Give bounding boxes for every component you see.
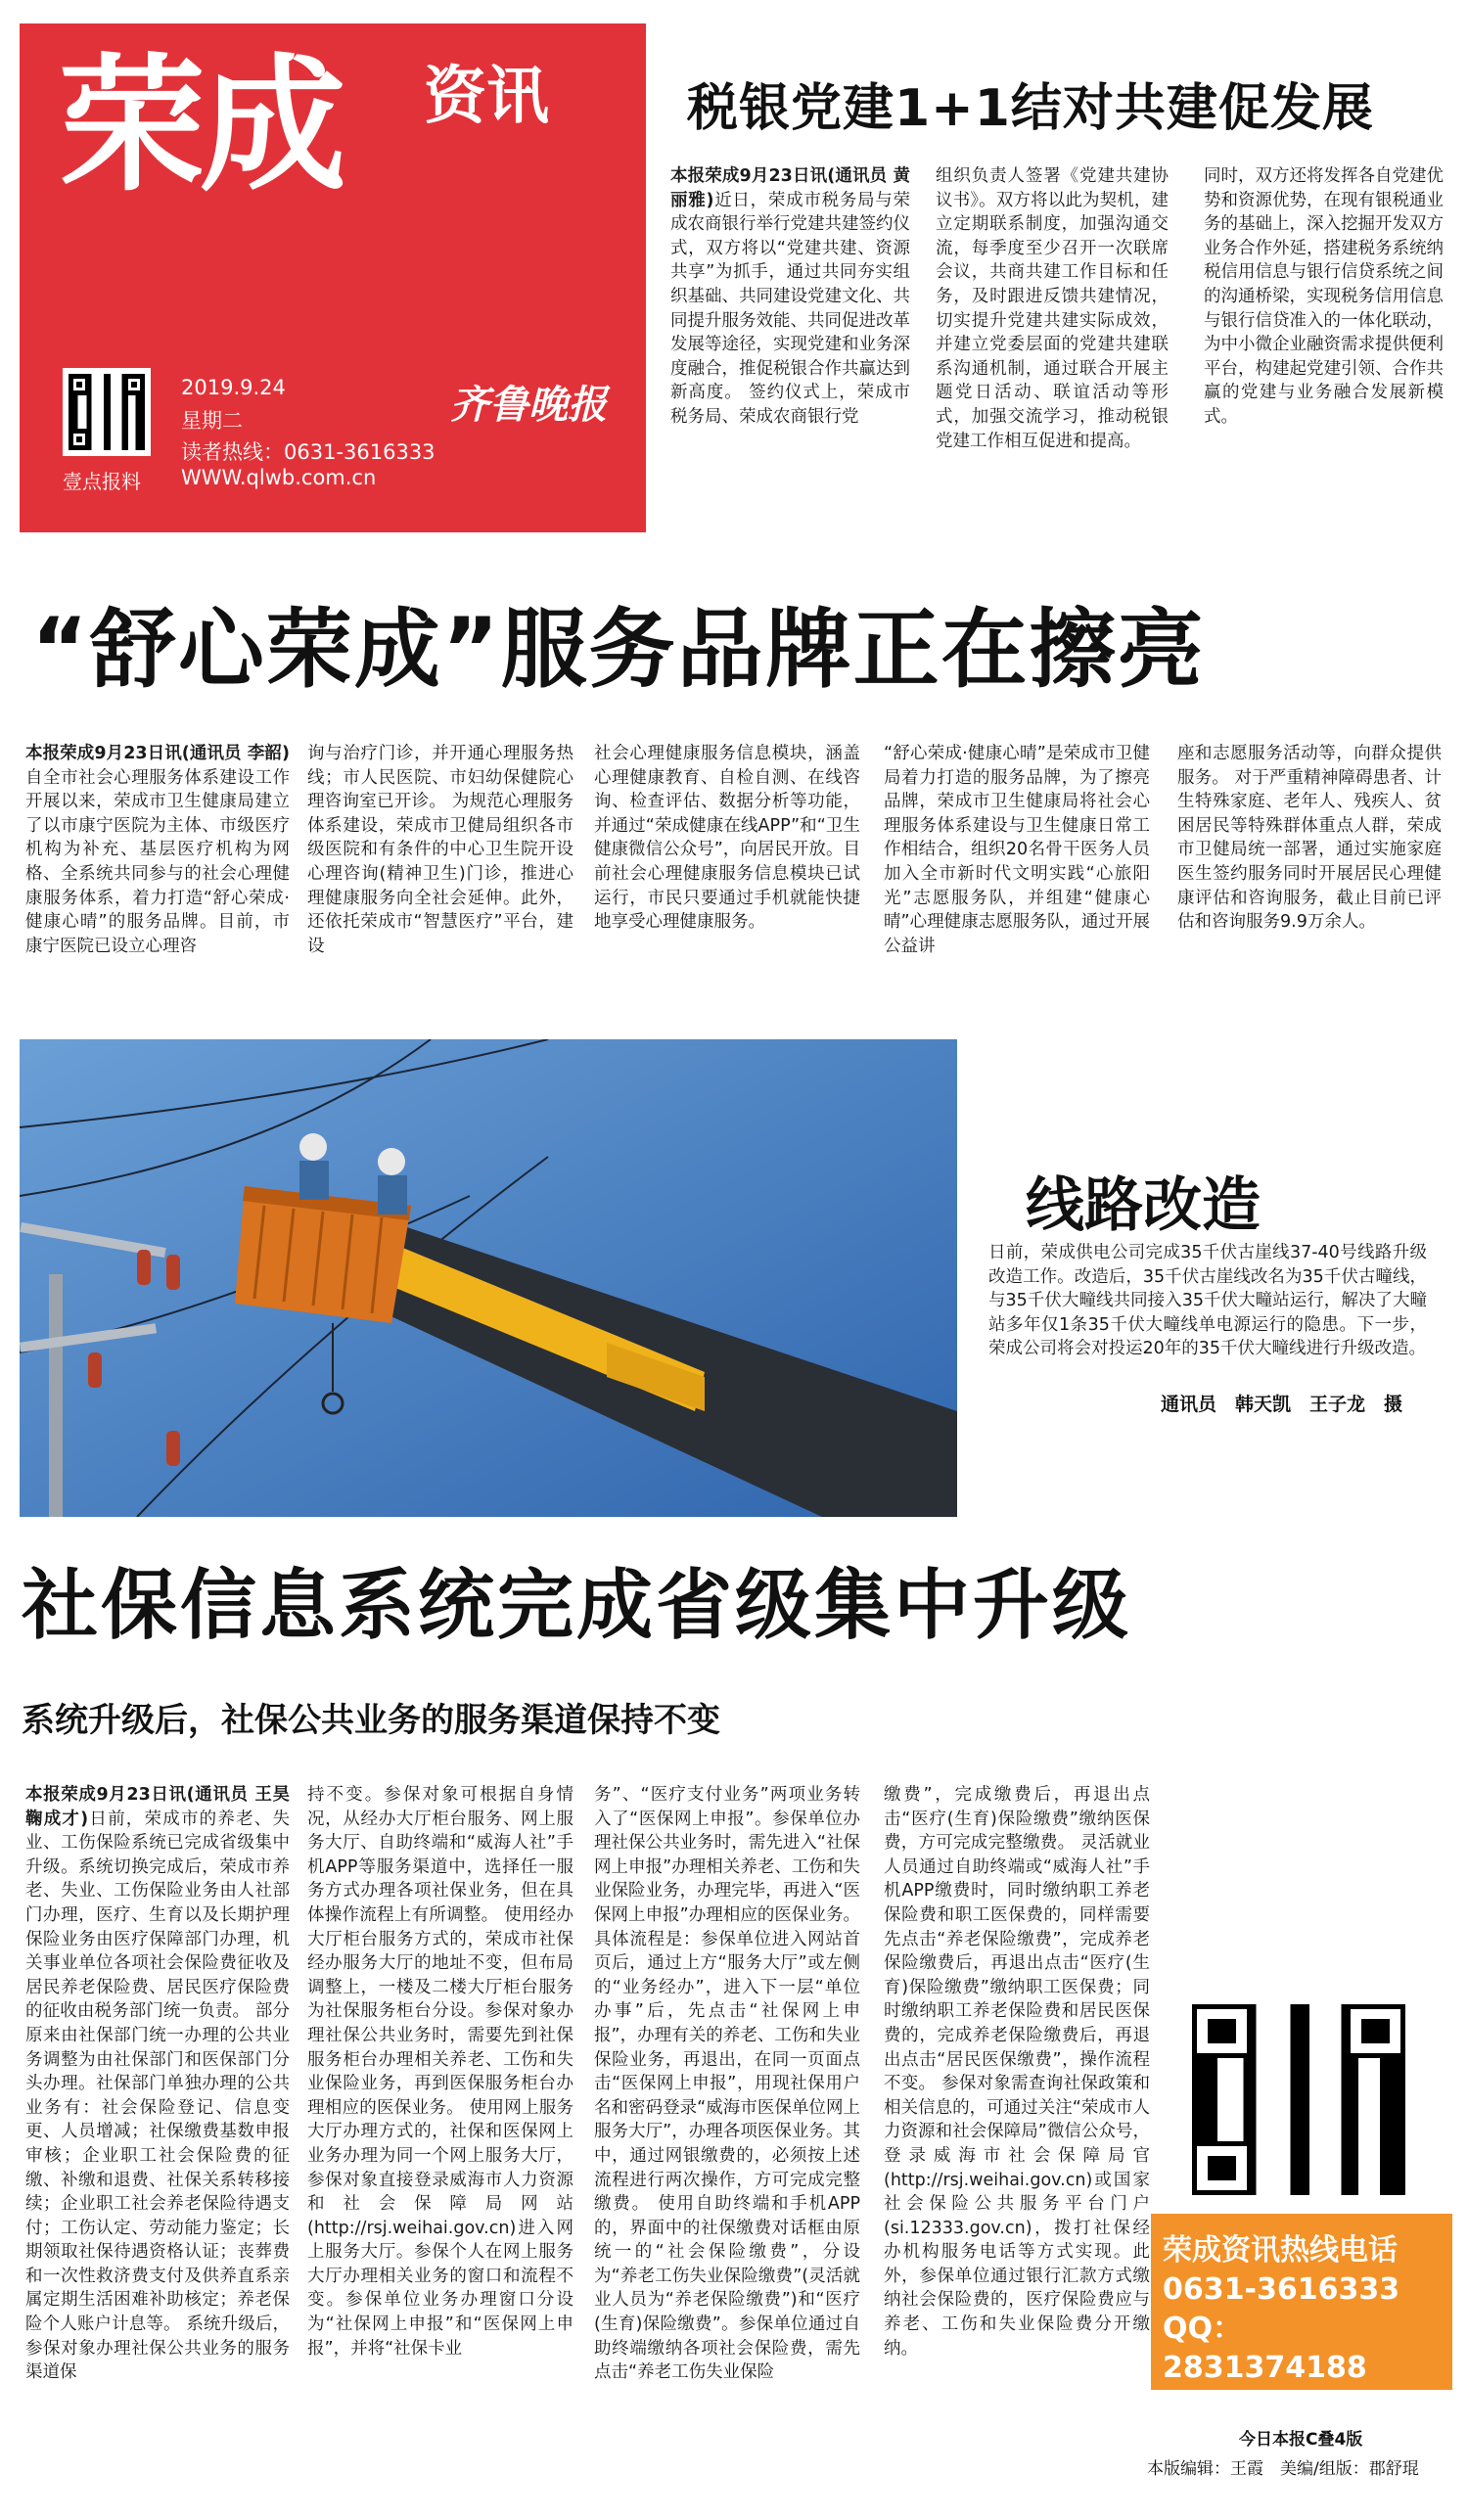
issue-weekday: 星期二 [181, 409, 243, 433]
article-1-text-1: 近日，荣成市税务局与荣成农商银行举行党建共建签约仪式，双方将以“党建共建、资源共享”为抓手，通过共同夯实组织基础、共同建设党建文化、共同提升服务效能、共同促进改革发展等途径，实现党建和业务深度融合，推促税银合作共赢达到新高度。 签约仪式上，荣成市税务局、荣成农商银行党 [670, 190, 910, 427]
article-2-lead: 本报荣成9月23日讯(通讯员 李韶) [25, 744, 290, 763]
article-2-column-2: 询与治疗门诊，并开通心理服务热线；市人民医院、市妇幼保健院心理咨询室已开诊。 为规范心理服务体系建设，荣成市卫健局组织各市级医院和有条件的中心卫生院开设心理咨询(精神卫生)门诊，推进心理健康服务向全社会延伸。此外，还依托荣成市“智慧医疗”平台，建设 [307, 744, 573, 956]
article-3-title: 线路改造 [1026, 1171, 1261, 1240]
promo-phone: 0631-3616333 [1163, 2272, 1400, 2307]
article-4-column-3: 务”、“医疗支付业务”两项业务转入了“医保网上申报”。参保单位办理社保公共业务时，需先进入“社保网上申报”办理相关养老、工伤和失业保险业务，办理完毕，再进入“医保网上申报”办理相应的医保业务。具体流程是：参保单位进入网站首页后，通过上方“服务大厅”或左侧的“业务经办”，进入下一层“单位办事”后，先点击“社保网上申报”，办理有关的养老、工伤和失业保险业务，再退出，在同一页面点击“医保网上申报”，用现社保用户名和密码登录“威海市医保单位网上服务大厅”，办理各项医保业务。其中，通过网银缴费的，必须按上述流程进行两次操作，方可完成完整缴费。 使用自助终端和手机APP的，界面中的社保缴费对话框由原统一的“社会保险缴费”，分设为“养老工伤失业保险缴费”(灵活就业人员为“养老保险缴费”)和“医疗(生育)保险缴费”。参保单位通过自助终端缴纳各项社会保险费，需先点击“养老工伤失业保险 [594, 1785, 860, 2383]
partner-logo: 齐鲁晚报 [450, 382, 607, 428]
promo-qr-code[interactable] [1182, 1994, 1415, 2205]
masthead-logo: 荣成 [59, 41, 342, 211]
article-2-column-5: 座和志愿服务活动等，向群众提供服务。 对于严重精神障碍患者、计生特殊家庭、老年人、残疾人、贫困居民等特殊群体重点人群，荣成市卫健局统一部署，通过实施家庭医生签约服务同时开展居民心理健康评估和咨询服务，截止目前已评估和咨询服务9.9万余人。 [1177, 744, 1442, 933]
reader-hotline: 读者热线：0631-3616333 [181, 440, 436, 464]
promo-qq: QQ：2831374188 [1163, 2312, 1367, 2385]
qr-code-icon [69, 374, 145, 450]
website-link[interactable]: WWW.qlwb.com.cn [181, 466, 377, 489]
promo-title: 荣成资讯热线电话 [1163, 2233, 1398, 2268]
article-2-column-4: “舒心荣成·健康心晴”是荣成市卫健局着力打造的服务品牌，为了擦亮品牌，荣成市卫生健康局将社会心理服务体系建设与卫生健康日常工作相结合，组织20名骨干医务人员加入全市新时代文明实践“心旅阳光”志愿服务队，并组建“健康心晴”心理健康志愿服务队，通过开展公益讲 [884, 744, 1150, 956]
power-line-photo [20, 1039, 957, 1517]
article-4-title: 社保信息系统完成省级集中升级 [22, 1562, 1132, 1650]
article-2-title: “舒心荣成”服务品牌正在擦亮 [31, 599, 1206, 700]
hotline-promo-box [1151, 2214, 1452, 2390]
article-4-column-1 [25, 1783, 290, 2493]
article-2-text-1: 自全市社会心理服务体系建设工作开展以来，荣成市卫生健康局建立了以市康宁医院为主体、市级医疗机构为补充、基层医疗机构为网格、全系统共同参与的社会心理健康服务体系，着力打造“舒心荣成·健康心晴”的服务品牌。目前，市康宁医院已设立心理咨 [25, 767, 290, 956]
article-1-title: 税银党建1+1结对共建促发展 [687, 79, 1374, 138]
editor-credits: 本版编辑：王霞 美编/组版：郡舒琨 [1147, 2459, 1419, 2479]
article-4-column-4: 缴费”，完成缴费后，再退出点击“医疗(生育)保险缴费”缴纳医保费，方可完成完整缴费。 灵活就业人员通过自助终端或“威海人社”手机APP缴费时，同时缴纳职工养老保险费和职工医保费的，同样需要先点击“养老保险缴费”，完成养老保险缴费后，再退出点击“医疗(生育)保险缴费”缴纳职工医保费；同时缴纳职工养老保险费和居民医保费的，完成养老保险缴费后，再退出点击“居民医保缴费”，操作流程不变。 参保对象需查询社保政策和相关信息的，可通过关注“荣成市人力资源和社会保障局”微信公众号，登录威海市社会保障局官(http://rsj.weihai.gov.cn)或国家社会保险公共服务平台门户(si.12333.gov.cn)，拨打社保经办机构服务电话等方式实现。此外，参保单位通过银行汇款方式缴纳社会保险费的，医疗保险费应与养老、工伤和失业保险费分开缴纳。 [884, 1785, 1150, 2359]
issue-date: 2019.9.24 [181, 376, 286, 399]
masthead-logo-sub: 资讯 [424, 61, 549, 133]
article-1-lead: 本报荣成9月23日讯(通讯员 黄丽雅) [670, 166, 910, 210]
article-4-text-1: 日前，荣成市的养老、失业、工伤保险系统已完成省级集中升级。系统切换完成后，荣成市养老、失业、工伤保险业务由人社部门办理，医疗、生育以及长期护理保险业务由医疗保障部门办理，机关事业单位各项社会保险费征收及居民养老保险费、居民医疗保险费的征收由税务部门统一负责。 部分原来由社保部门统一办理的公共业务调整为由社保部门和医保部门分头办理。社保部门单独办理的公共业务有：社会保险登记、信息变更、人员增减；社保缴费基数申报审核；企业职工社会保险费的征缴、补缴和退费、社保关系转移接续；企业职工社会养老保险待遇支付；工伤认定、劳动能力鉴定；长期领取社保待遇资格认证；丧葬费和一次性救济费支付及供养直系亲属定期生活困难补助核定；养老保险个人账户计息等。 系统升级后，参保对象办理社保公共业务的服务渠道保 [25, 1809, 290, 2383]
article-4-column-2: 持不变。参保对象可根据自身情况，从经办大厅柜台服务、网上服务大厅、自助终端和“威海人社”手机APP等服务渠道中，选择任一服务方式办理各项社保业务，但在具体操作流程上有所调整。 使用经办大厅柜台服务方式的，荣成市社保经办服务大厅的地址不变，但布局调整上，一楼及二楼大厅柜台服务为社保服务柜台分设。参保对象办理社保公共业务时，需要先到社保服务柜台办理相关养老、工伤和失业保险业务，再到医保服务柜台办理相应的医保业务。 使用网上服务大厅办理方式的，社保和医保网上业务办理为同一个网上服务大厅，参保对象直接登录威海市人力资源和社会保障局网站(http://rsj.weihai.gov.cn)进入网上服务大厅。参保个人在网上服务大厅办理相关业务的窗口和流程不变。参保单位业务办理窗口分设为“社保网上申报”和“医保网上申报”，并将“社保卡业 [307, 1785, 573, 2359]
masthead-banner [20, 23, 646, 532]
qr-code-icon [1192, 2004, 1405, 2195]
crane-bucket-illustration [20, 1039, 957, 1517]
page-count-note: 今日本报C叠4版 [1239, 2430, 1363, 2450]
photo-credit: 通讯员 韩天凯 王子龙 摄 [1161, 1394, 1403, 1415]
article-4-subtitle: 系统升级后，社保公共业务的服务渠道保持不变 [22, 1701, 720, 1740]
article-4-lead: 本报荣成9月23日讯(通讯员 王昊 鞠成才) [25, 1785, 290, 1829]
masthead-qr-code[interactable] [63, 368, 151, 456]
article-1-column-1 [670, 164, 910, 509]
article-3-body: 日前，荣成供电公司完成35千伏古崖线37-40号线路升级改造工作。改造后，35千伏古崖线改名为35千伏古疃线，与35千伏大疃线共同接入35千伏大疃站运行，解决了大疃站多年仅1条35千伏大疃线单电源运行的隐患。下一步，荣成公司将会对投运20年的35千伏大疃线进行升级改造。 [988, 1243, 1427, 1359]
article-2-column-3: 社会心理健康服务信息模块，涵盖心理健康教育、自检自测、在线咨询、检查评估、数据分析等功能，并通过“荣成健康在线APP”和“卫生健康微信公众号”，向居民开放。目前社会心理健康服务信息模块已试运行，市民只要通过手机就能快捷地享受心理健康服务。 [594, 744, 860, 933]
qr-label: 壹点报料 [63, 470, 141, 493]
article-1-column-2: 组织负责人签署《党建共建协议书》。双方将以此为契机，建立定期联系制度，加强沟通交流，每季度至少召开一次联席会议，共商共建工作目标和任务，及时跟进反馈共建情况，切实提升党建共建实际成效，并建立党委层面的党建共建联系沟通机制，通过联合开展主题党日活动、联谊活动等形式，加强交流学习，推动税银党建工作相互促进和提高。 [936, 166, 1169, 451]
article-2-column-1 [25, 742, 290, 990]
article-1-column-3: 同时，双方还将发挥各自党建优势和资源优势，在现有银税通业务的基础上，深入挖掘开发双方业务合作外延，搭建税务系统纳税信用信息与银行信贷系统之间的沟通桥梁，实现税务信用信息与银行信贷准入的一体化联动，为中小微企业融资需求提供便利平台，构建起党建引领、合作共赢的党建与业务融合发展新模式。 [1204, 166, 1444, 427]
